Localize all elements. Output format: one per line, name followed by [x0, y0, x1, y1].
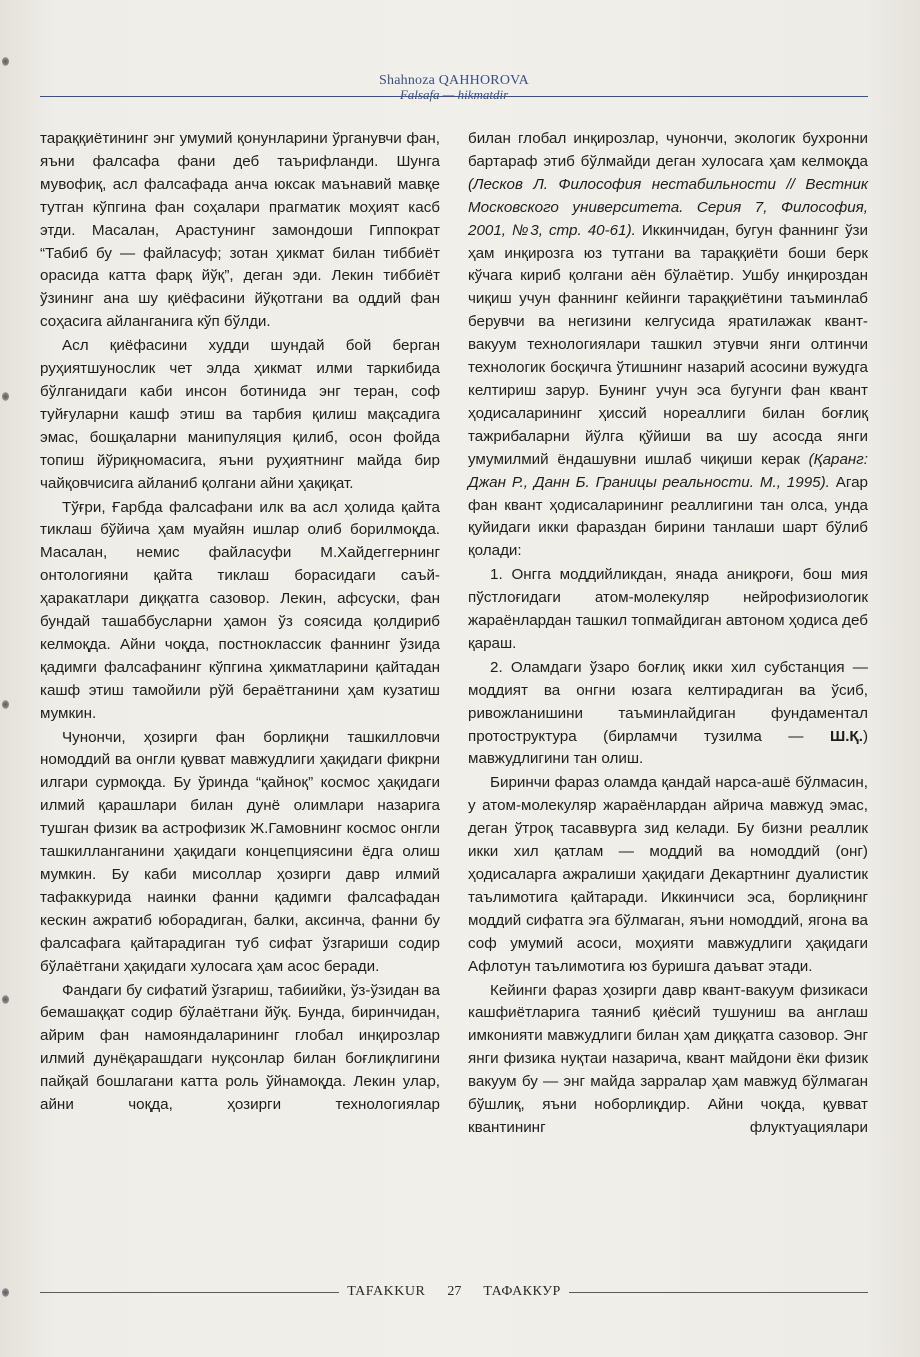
- footer-rule-right: [569, 1292, 868, 1293]
- paragraph: [468, 128, 868, 563]
- author-initials: Ш.Қ.: [829, 727, 863, 745]
- binding-hole-bottom: [2, 1288, 9, 1297]
- citation: (Лесков Л. Философия нестабильности // Вестник Московского университета. Серия 7, Философия, 2001, №3, стр. 40-61).: [468, 175, 868, 239]
- paragraph-text: ) мавжудлигини тан олиш.: [468, 727, 868, 768]
- header-author: Shahnoza QAHHOROVA: [379, 73, 529, 88]
- binding-hole-top: [2, 57, 9, 66]
- header-rule: [40, 96, 868, 97]
- left-column: [40, 128, 440, 1117]
- paragraph: Фандаги бу сифатий ўзгариш, табиийки, ўз-ўзидан ва бемашаққат содир бўлаётгани йўқ. Бунда, биринчидан, айрим фан намояндаларининг глобал инқирозлар илмий дунёқарашдаги нуқсонлар билан боғлиқлигини пайқай бошлагани катта роль ўйнамоқда. Лекин улар, айни чоқда, ҳозирги технологиялар: [40, 981, 440, 1114]
- binding-hole-upper: [2, 392, 9, 401]
- paragraph: тараққиётининг энг умумий қонунларини ўрганувчи фан, яъни фалсафа фани деб таърифланди. Шунга мувофиқ, асл фалсафада анча юксак маънавий мавқе тутган кўпгина фан соҳалари прагматик моҳият касб этди. Масалан, Арастунинг замондоши Гиппократ “Табиб бу — файласуф; зотан ҳикмат билан тиббиёт орасида катта фарқ йўқ”, деган эди. Лекин тиббиёт ўзининг ана шу қиёфасини йўқотгани ва оддий фан соҳасига айланганига кўп бўлди.: [40, 130, 440, 331]
- binding-hole-lower: [2, 995, 9, 1004]
- right-column: [468, 128, 868, 1140]
- paragraph-text: билан глобал инқирозлар, чунончи, экологик бухронни бартараф этиб бўлмайди деган хулосага ҳам келмоқда: [468, 130, 868, 170]
- page-footer: [40, 1282, 868, 1302]
- paragraph-text: 2. Оламдаги ўзаро боғлиқ икки хил субстанция — моддият ва онгни юзага келтирадиган ва ўсиб, ривожланишини таъминлайдиган фундаментал протоструктура (бирламчи тузилма —: [468, 658, 868, 745]
- page-number: 27: [447, 1284, 462, 1299]
- paragraph-text: Агар фан квант ҳодисаларининг реаллигини тан олса, унда қуйидаги икки фараздан бирини танлаши шарт бўлиб қолади:: [468, 473, 868, 560]
- paragraph: Чунончи, ҳозирги фан борлиқни ташкилловчи номоддий ва онгли қувват мавжудлиги ҳақидаги фикрни илгари сурмоқда. Бу ўринда “қайноқ” космос ҳақидаги илмий қарашлари билан дунё олимлари назарига тушган физик ва астрофизик Ж.Гамовнинг космос онгли ташкилланганини ҳақидаги концепциясини ёдга олиш мумкин. Бу каби мисоллар ҳозирги давр илмий тафаккурида наинки фанни қадимги фалсафадан кескин ажратиб юборадиган, балки, аксинча, фанни бу фалсафага қайтарадиган туб сифат ўзгариши содир бўлаётгани ҳақидаги хулосага ҳам асос беради.: [40, 728, 440, 975]
- footer-title-cyrillic: ТАФАККУР: [483, 1284, 561, 1299]
- paragraph: 1. Онгга моддийликдан, янада аниқроғи, бош мия пўстлоғидаги атом-молекуляр нейрофизиологик жараёнлардан ташкил топмайдиган автоном ҳодиса деб қараш.: [468, 566, 868, 652]
- footer-rule-left: [40, 1292, 339, 1293]
- header-section: Falsafa — hikmatdir: [399, 87, 509, 102]
- paragraph: Кейинги фараз ҳозирги давр квант-вакуум физикаси кашфиётларига таяниб қиёсий тушуниш ва англаш имконияти мавжудлиги билан ҳам диққатга сазовор. Энг янги физика нуқтаи назарича, квант майдони ёки физик вакуум бу — энг майда зарралар ҳам мавжуд бўлмаган бўшлиқ, яъни ноборлиқдир. Айни чоқда, қувват квантининг флуктуациялари: [468, 981, 868, 1136]
- paragraph-text: Иккинчидан, бугун фаннинг ўзи ҳам инқирозга юз тутгани ва тараққиёти боши берк кўчага кириб қолгани аён бўлаётир. Ушбу инқироздан чиқиш учун фаннинг кейинги тараққиётини таъминлаб берувчи ва негизини келгусида яратилажак квант-вакуум технологиялари ташкил этувчи янги олтинчи технологик босқичга ўтишнинг назарий асосини вужудга келтириш зарур. Бунинг учун эса бугунги фан квант ҳодисаларининг ҳиссий нореаллиги билан боғлиқ тажрибаларни йўлга қўйиши ва шу асосда янги умумилмий ёндашувни ишлаб чиқиши керак: [468, 221, 868, 468]
- footer-title-latin: TAFAKKUR: [347, 1284, 426, 1299]
- paragraph: Асл қиёфасини худди шундай бой берган руҳиятшунослик чет элда ҳикмат илми таркибида бўлганидаги каби инсон ботинида энг теран, соф туйғуларни кашф этиш ва тарбия қилиш мақсадига эмас, бошқаларни манипуляция қилиб, осон фойда топиш йўриқномасига, яъни руҳиятнинг майда бир чайқовчисига айланиб қолгани айни ҳақиқат.: [40, 337, 440, 492]
- paragraph: Биринчи фараз оламда қандай нарса-ашё бўлмасин, у атом-молекуляр жараёнлардан айрича мавжуд эмас, деган ўтроқ тасаввурга зид келади. Бу бизни реаллик икки хил қатлам — моддий ва номоддий (онг) ҳодисаларга ажралиши ҳақидаги Декартнинг дуалистик таълимотига қайтаради. Иккинчиси эса, борлиқнинг моддий сифатга эга бўлмаган, яъни номоддий, ягона ва соф умумий асоси, моҳияти мавжудлиги ҳақидаги Афлотун таълимотига юз буришга даъват этади.: [468, 774, 868, 975]
- citation: (Қаранг: Джан Р., Данн Б. Границы реальности. М., 1995).: [468, 450, 868, 491]
- binding-hole-middle: [2, 700, 9, 709]
- paragraph: Тўғри, Ғарбда фалсафани илк ва асл ҳолида қайта тиклаш бўйича ҳам муайян ишлар олиб борилмоқда. Масалан, немис файласуфи М.Хайдеггернинг онтологияни қайта тиклаш борасидаги саъй-ҳаракатлари диққатга сазовор. Лекин, афсуски, фан бундай ташаббусларни ҳамон ўз соясида қолдириб келмоқда. Айни чоқда, постноклассик фаннинг ўзида қадимги фалсафанинг кўпгина ҳикматларини қайтадан кашф этиш тамойили рўй бераётганини ҳам кузатиш мумкин.: [40, 498, 440, 722]
- paragraph: [468, 657, 868, 772]
